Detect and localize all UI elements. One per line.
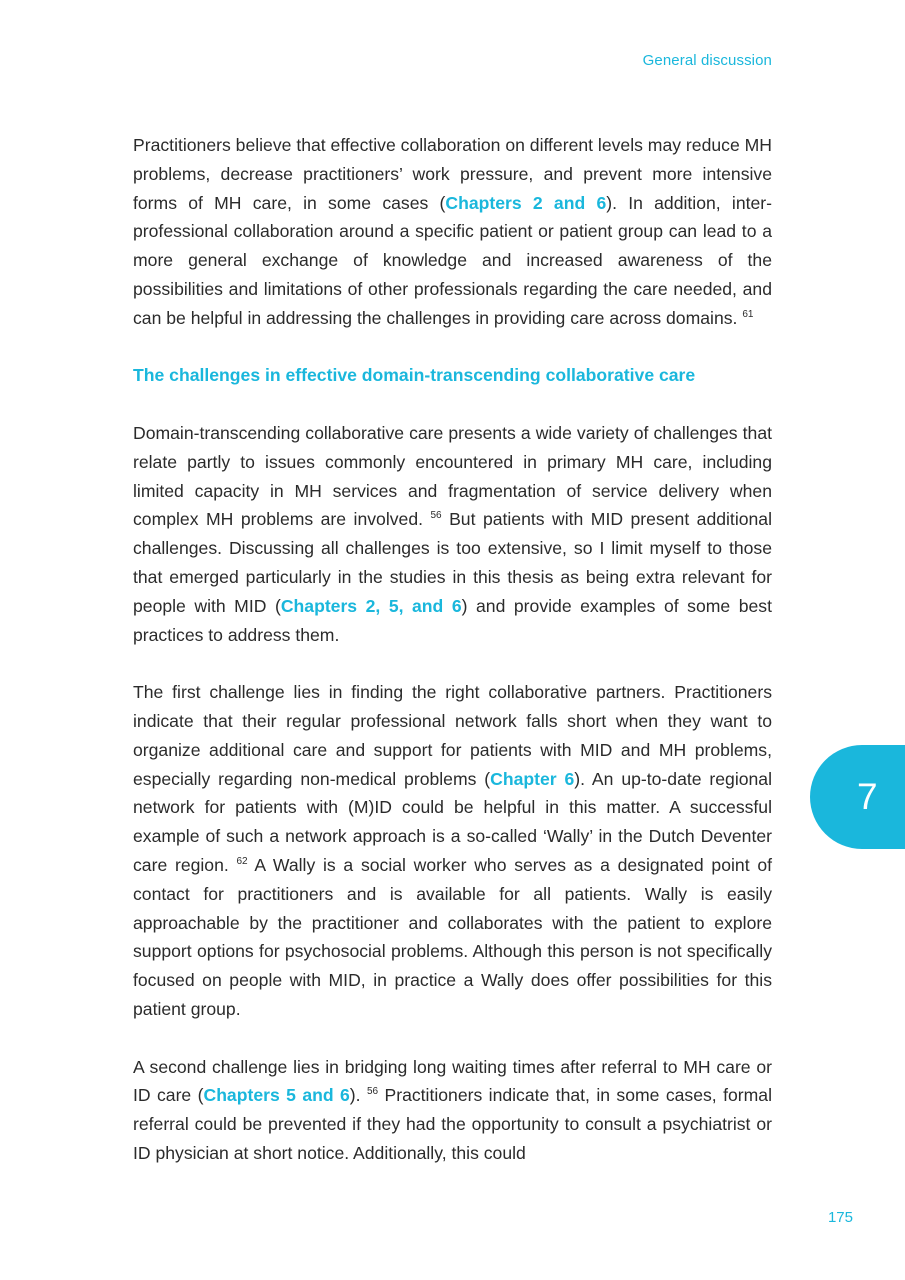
paragraph-2-text-a: Domain-transcending collaborative care presents a wide variety of challenges that relate partly to issues commonly encountered in primary MH care, including limited capacity in MH services and fragmentation of service delivery when complex MH problems are involved. — [133, 422, 772, 530]
chapter-reference: Chapter 6 — [490, 768, 575, 789]
section-subheading: The challenges in effective domain-transcending collaborative care — [133, 365, 696, 386]
paragraph-1 — [133, 131, 772, 333]
paragraph-3-text-c: A Wally is a social worker who serves as a designated point of contact for practitioners and is available for all patients. Wally is easily approachable by the practitioner and collaborates with the patient to explore support options for psychosocial problems. Although this person is not specifically focused on people with MID, in practice a Wally does offer possibilities for this patient group. — [133, 854, 772, 1019]
chapter-tab: 7 — [810, 745, 905, 849]
citation-number: 56 — [366, 1086, 379, 1098]
paragraph-1-text-a: Practitioners believe that effective collaboration on different levels may reduce MH problems, decrease practitioners’ work pressure, and prevent more intensive forms of MH care, in some cases ( — [133, 135, 772, 213]
paragraph-1-text-b: ). In addition, inter-professional collaboration around a specific patient or patient group can lead to a more general exchange of knowledge and increased awareness of the possibilities and limitations of other professionals regarding the care needed, and can be helpful in addressing the challenges in providing care across domains. — [133, 192, 772, 328]
citation-number: 62 — [236, 856, 248, 868]
chapter-reference: Chapters 2 and 6 — [445, 192, 607, 213]
paragraph-3 — [133, 678, 772, 1024]
main-text — [133, 131, 772, 1168]
paragraph-2-text-b: But patients with MID present additional challenges. Discussing all challenges is too extensive, so I limit myself to those that emerged particularly in the studies in this thesis as being extra relevant for people with MID ( — [133, 509, 772, 616]
paragraph-3-text-a: The first challenge lies in finding the right collaborative partners. Practitioners indicate that their regular professional network falls short when they want to organize additional care and support for patients with MID and MH problems, especially regarding non-medical problems ( — [133, 682, 772, 789]
paragraph-2 — [133, 419, 772, 649]
running-header: General discussion — [642, 52, 772, 69]
paragraph-4-text-b: ). — [349, 1085, 367, 1106]
citation-number: 61 — [742, 308, 754, 320]
paragraph-4 — [133, 1053, 772, 1168]
paragraph-3-text-b: ). An up-to-date regional network for patients with (M)ID could be helpful in this matter. A successful example of such a network approach is a so-called ‘Wally’ in the Dutch Deventer care region. — [133, 768, 772, 875]
paragraph-4-text-a: A second challenge lies in bridging long waiting times after referral to MH care or ID care ( — [133, 1056, 772, 1106]
chapter-reference: Chapters 5 and 6 — [203, 1085, 350, 1106]
citation-number: 56 — [430, 510, 442, 522]
chapter-reference: Chapters 2, 5, and 6 — [280, 595, 462, 616]
paragraph-4-text-c: Practitioners indicate that, in some cases, formal referral could be prevented if they had the opportunity to consult a psychiatrist or ID physician at short notice. Additionally, this could — [133, 1085, 772, 1163]
paragraph-2-text-c: ) and provide examples of some best practices to address them. — [133, 595, 772, 645]
page-number: 175 — [827, 1209, 853, 1226]
